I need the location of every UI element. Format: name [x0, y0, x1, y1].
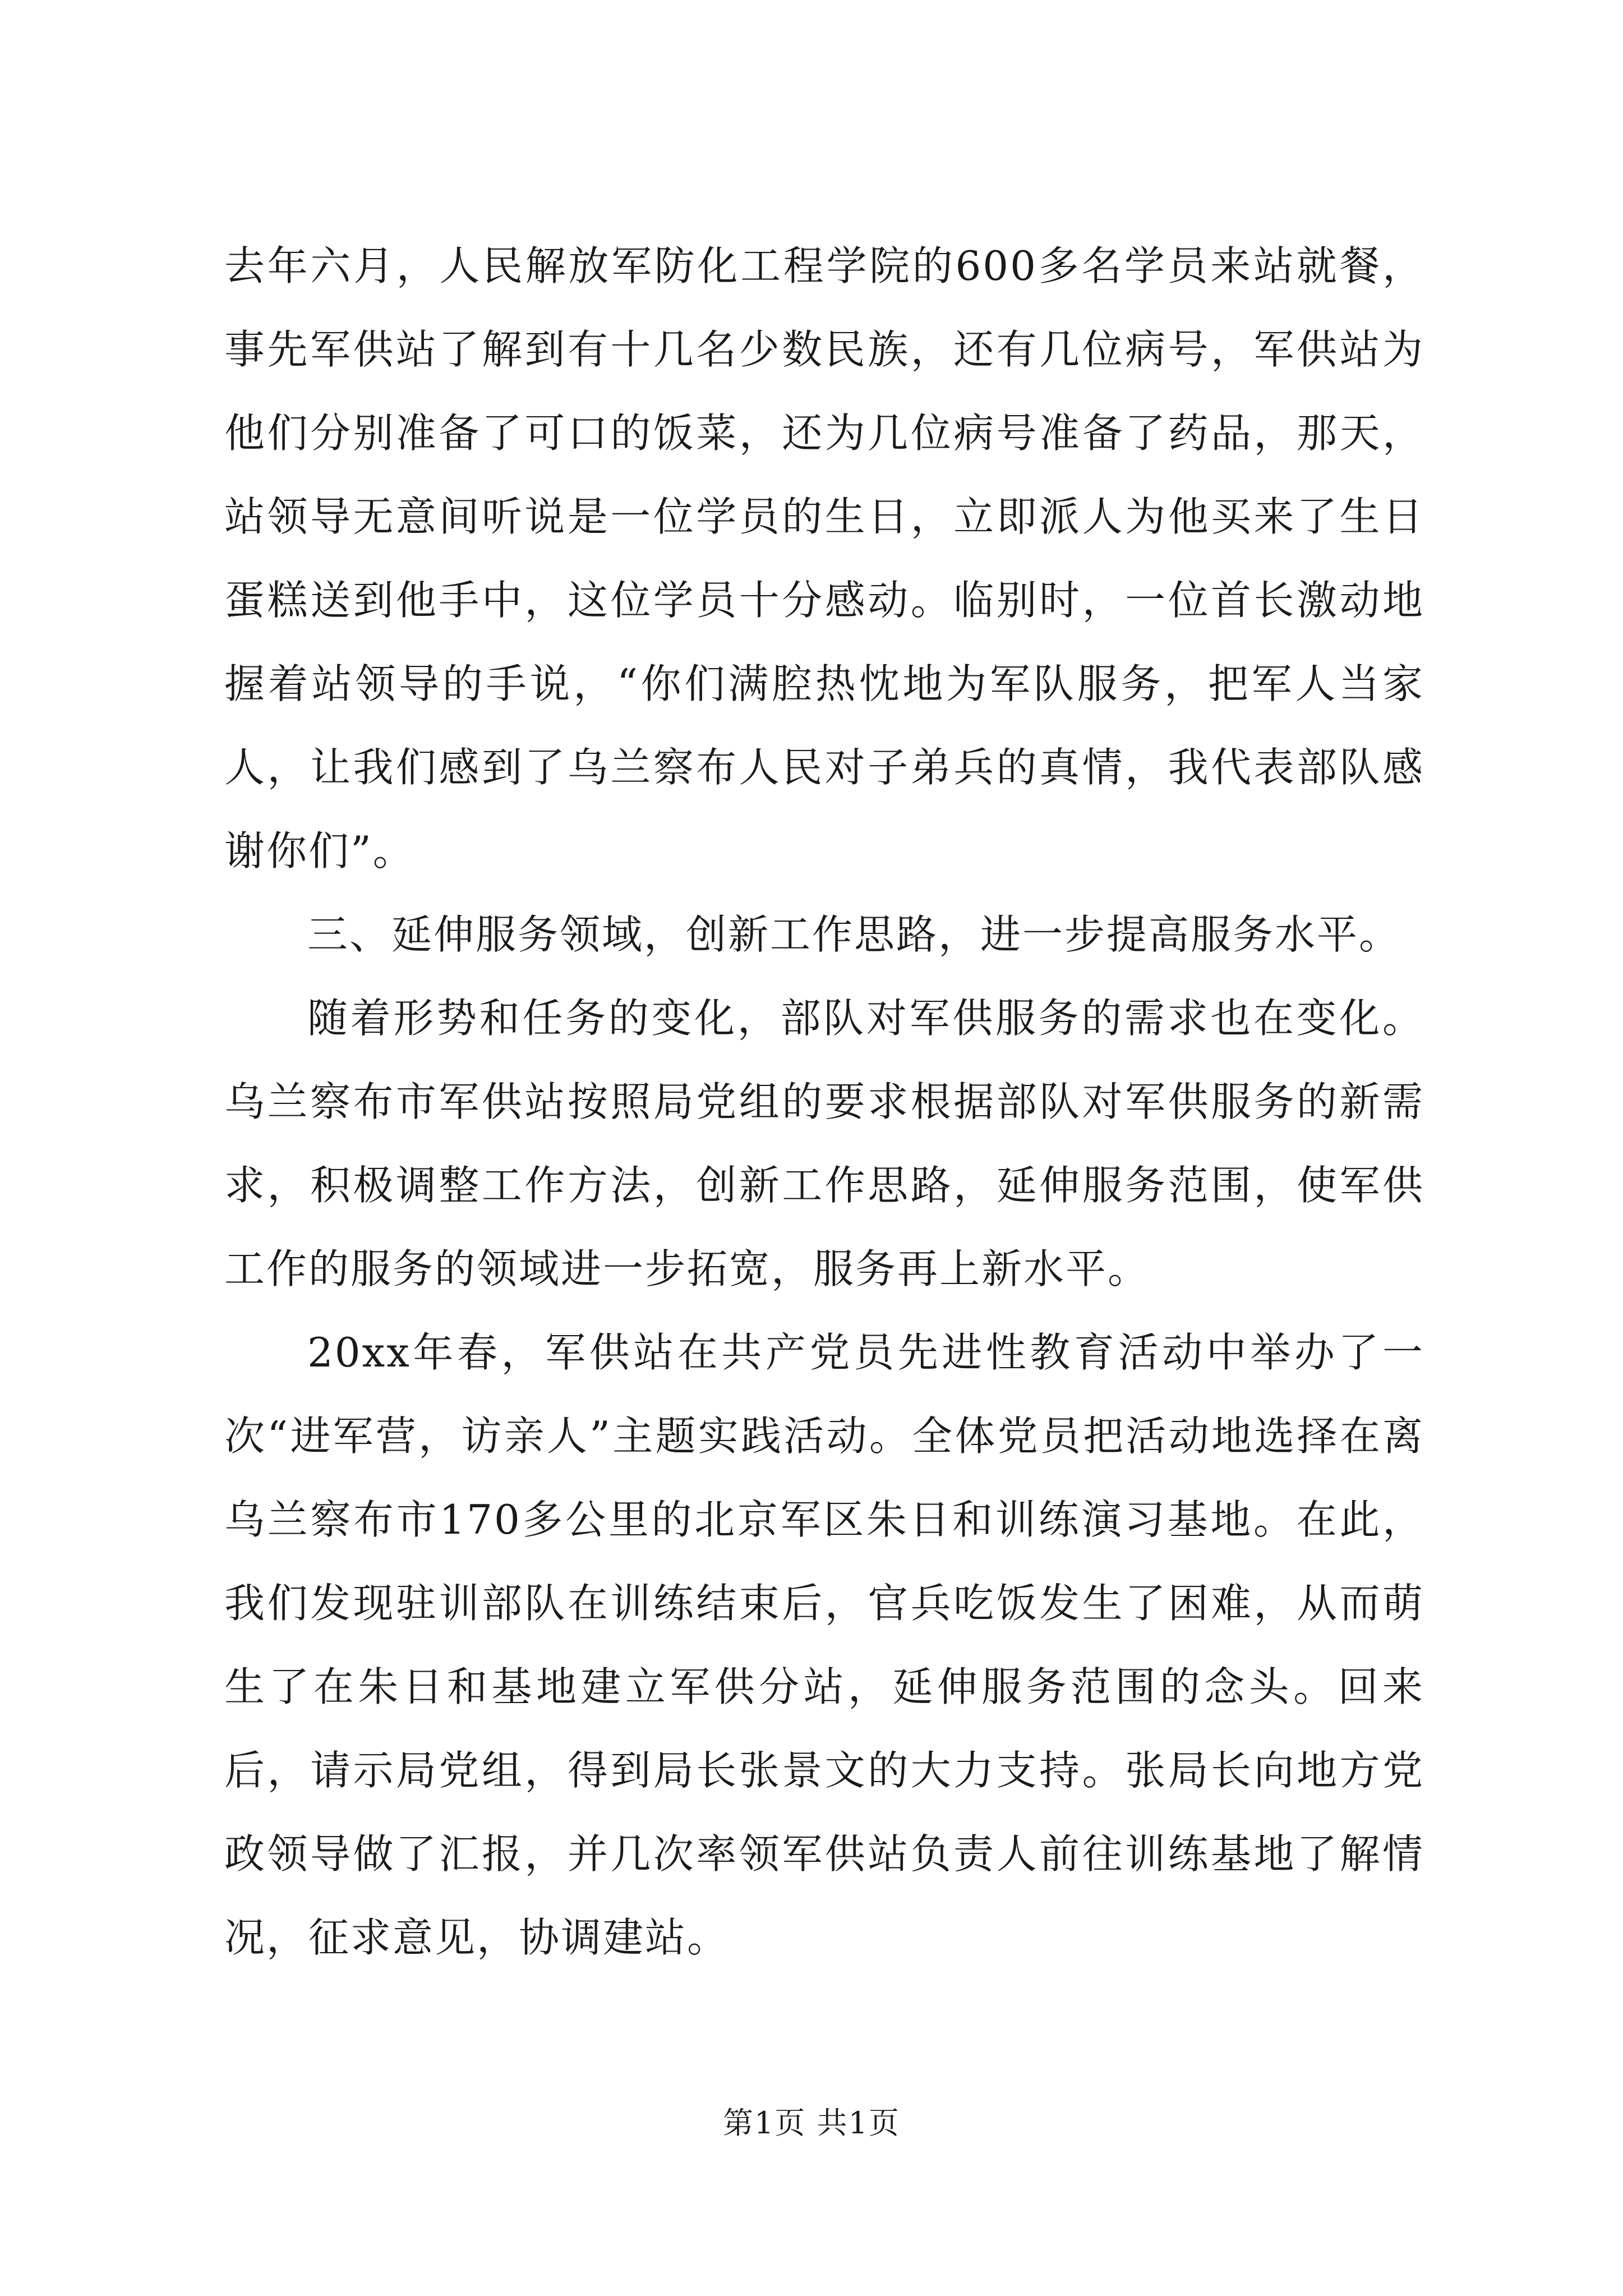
- paragraph-3: 随着形势和任务的变化，部队对军供服务的需求也在变化。乌兰察布市军供站按照局党组的要求根据部队对军供服务的新需求，积极调整工作方法，创新工作思路，延伸服务范围，使军供工作的服务的领域进一步拓宽，服务再上新水平。: [224, 995, 1424, 1292]
- paragraph-2-heading: 三、延伸服务领域，创新工作思路，进一步提高服务水平。: [307, 911, 1401, 958]
- document-body: [224, 224, 1424, 1980]
- paragraph-4: 20xx年春，军供站在共产党员先进性教育活动中举办了一次“进军营，访亲人”主题实践活动。全体党员把活动地选择在离乌兰察布市170多公里的北京军区朱日和训练演习基地。在此，我们发现驻训部队在训练结束后，官兵吃饭发生了困难，从而萌生了在朱日和基地建立军供分站，延伸服务范围的念头。回来后，请示局党组，得到局长张景文的大力支持。张局长向地方党政领导做了汇报，并几次率领军供站负责人前往训练基地了解情况，征求意见，协调建站。: [224, 1329, 1424, 1961]
- page-number-label: 第1页 共1页: [723, 2105, 900, 2141]
- page-footer: [0, 2104, 1623, 2143]
- paragraph-1: 去年六月，人民解放军防化工程学院的600多名学员来站就餐，事先军供站了解到有十几名少数民族，还有几位病号，军供站为他们分别准备了可口的饭菜，还为几位病号准备了药品，那天，站领导无意间听说是一位学员的生日，立即派人为他买来了生日蛋糕送到他手中，这位学员十分感动。临别时，一位首长激动地握着站领导的手说，“你们满腔热忱地为军队服务，把军人当家人，让我们感到了乌兰察布人民对子弟兵的真情，我代表部队感谢你们”。: [224, 242, 1424, 875]
